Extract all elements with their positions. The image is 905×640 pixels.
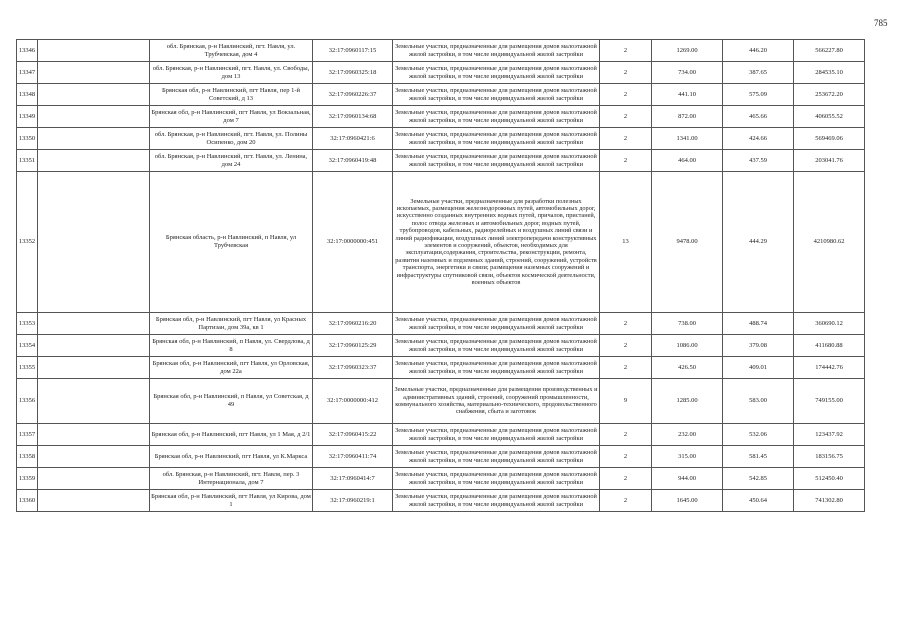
row-number: 13354 bbox=[17, 335, 38, 357]
empty-cell bbox=[38, 468, 150, 490]
table-row bbox=[17, 106, 865, 128]
row-number: 13347 bbox=[17, 62, 38, 84]
table-row bbox=[17, 379, 865, 424]
area-cell: 1269.00 bbox=[652, 40, 723, 62]
area-cell: 232.00 bbox=[652, 424, 723, 446]
row-number: 13349 bbox=[17, 106, 38, 128]
empty-cell bbox=[38, 446, 150, 468]
specific-value-cell: 444.29 bbox=[723, 172, 794, 313]
empty-cell bbox=[38, 335, 150, 357]
empty-cell bbox=[38, 84, 150, 106]
cadastral-number-cell: 32:17:0960134:68 bbox=[313, 106, 393, 128]
row-number: 13357 bbox=[17, 424, 38, 446]
row-number: 13359 bbox=[17, 468, 38, 490]
address-cell: Брянская обл, р-н Навлинский, пгт Навля, ул Красных Партизан, дом 39а, кв 1 bbox=[150, 313, 313, 335]
empty-cell bbox=[38, 40, 150, 62]
group-cell: 2 bbox=[600, 446, 652, 468]
area-cell: 464.00 bbox=[652, 150, 723, 172]
group-cell: 2 bbox=[600, 84, 652, 106]
group-cell: 2 bbox=[600, 490, 652, 512]
specific-value-cell: 542.85 bbox=[723, 468, 794, 490]
empty-cell bbox=[38, 172, 150, 313]
group-cell: 2 bbox=[600, 62, 652, 84]
address-cell: Брянская обл, р-н Навлинский, пгт Навля, пер 1-й Советский, д 13 bbox=[150, 84, 313, 106]
empty-cell bbox=[38, 128, 150, 150]
land-purpose-cell: Земельные участки, предназначенные для размещения домов малоэтажной жилой застройки, в том числе индивидуальной жилой застройки bbox=[393, 62, 600, 84]
address-cell: Брянская обл, р-н Навлинский, пгт Навля, ул Орловская, дом 22а bbox=[150, 357, 313, 379]
specific-value-cell: 409.01 bbox=[723, 357, 794, 379]
table-row bbox=[17, 357, 865, 379]
group-cell: 2 bbox=[600, 150, 652, 172]
specific-value-cell: 387.65 bbox=[723, 62, 794, 84]
cadastral-value-cell: 284535.10 bbox=[794, 62, 865, 84]
table-row bbox=[17, 424, 865, 446]
table-row bbox=[17, 128, 865, 150]
cadastral-number-cell: 32:17:0960226:37 bbox=[313, 84, 393, 106]
cadastral-number-cell: 32:17:0960216:20 bbox=[313, 313, 393, 335]
area-cell: 315.00 bbox=[652, 446, 723, 468]
cadastral-value-cell: 174442.76 bbox=[794, 357, 865, 379]
area-cell: 1086.00 bbox=[652, 335, 723, 357]
cadastral-value-cell: 123437.92 bbox=[794, 424, 865, 446]
land-purpose-cell: Земельные участки, предназначенные для размещения домов малоэтажной жилой застройки, в том числе индивидуальной жилой застройки bbox=[393, 150, 600, 172]
empty-cell bbox=[38, 490, 150, 512]
cadastral-number-cell: 32:17:0960414:7 bbox=[313, 468, 393, 490]
row-number: 13352 bbox=[17, 172, 38, 313]
cadastral-number-cell: 32:17:0960125:29 bbox=[313, 335, 393, 357]
area-cell: 441.10 bbox=[652, 84, 723, 106]
specific-value-cell: 532.06 bbox=[723, 424, 794, 446]
area-cell: 426.50 bbox=[652, 357, 723, 379]
cadastral-number-cell: 32:17:0960325:18 bbox=[313, 62, 393, 84]
cadastral-number-cell: 32:17:0960419:48 bbox=[313, 150, 393, 172]
cadastral-value-cell: 411680.88 bbox=[794, 335, 865, 357]
address-cell: Брянская обл, р-н Навлинский, пгт Навля, ул К.Маркса bbox=[150, 446, 313, 468]
specific-value-cell: 581.45 bbox=[723, 446, 794, 468]
row-number: 13350 bbox=[17, 128, 38, 150]
row-number: 13348 bbox=[17, 84, 38, 106]
area-cell: 734.00 bbox=[652, 62, 723, 84]
land-purpose-cell: Земельные участки, предназначенные для размещения домов малоэтажной жилой застройки, в том числе индивидуальной жилой застройки bbox=[393, 313, 600, 335]
specific-value-cell: 424.66 bbox=[723, 128, 794, 150]
cadastral-value-cell: 253672.20 bbox=[794, 84, 865, 106]
address-cell: Брянская обл, р-н Навлинский, п Навля, ул. Свердлова, д 8 bbox=[150, 335, 313, 357]
group-cell: 2 bbox=[600, 335, 652, 357]
cadastral-value-cell: 4210980.62 bbox=[794, 172, 865, 313]
land-purpose-cell: Земельные участки, предназначенные для размещения домов малоэтажной жилой застройки, в том числе индивидуальной жилой застройки bbox=[393, 490, 600, 512]
group-cell: 2 bbox=[600, 106, 652, 128]
group-cell: 2 bbox=[600, 128, 652, 150]
area-cell: 9478.00 bbox=[652, 172, 723, 313]
row-number: 13346 bbox=[17, 40, 38, 62]
address-cell: обл. Брянская, р-н Навлинский, пгт. Навля, пер. 3 Интернационала, дом 7 bbox=[150, 468, 313, 490]
empty-cell bbox=[38, 357, 150, 379]
land-purpose-cell: Земельные участки, предназначенные для размещения домов малоэтажной жилой застройки, в том числе индивидуальной жилой застройки bbox=[393, 40, 600, 62]
specific-value-cell: 465.66 bbox=[723, 106, 794, 128]
cadastral-value-cell: 203041.76 bbox=[794, 150, 865, 172]
group-cell: 2 bbox=[600, 313, 652, 335]
empty-cell bbox=[38, 150, 150, 172]
row-number: 13355 bbox=[17, 357, 38, 379]
group-cell: 2 bbox=[600, 40, 652, 62]
land-purpose-cell: Земельные участки, предназначенные для размещения домов малоэтажной жилой застройки, в том числе индивидуальной жилой застройки bbox=[393, 357, 600, 379]
land-purpose-cell: Земельные участки, предназначенные для размещения домов малоэтажной жилой застройки, в том числе индивидуальной жилой застройки bbox=[393, 84, 600, 106]
area-cell: 1645.00 bbox=[652, 490, 723, 512]
empty-cell bbox=[38, 424, 150, 446]
group-cell: 9 bbox=[600, 379, 652, 424]
cadastral-value-cell: 741302.80 bbox=[794, 490, 865, 512]
group-cell: 2 bbox=[600, 424, 652, 446]
empty-cell bbox=[38, 106, 150, 128]
page-number: 785 bbox=[874, 18, 888, 28]
table-row bbox=[17, 150, 865, 172]
group-cell: 2 bbox=[600, 468, 652, 490]
address-cell: Брянская область, р-н Навлинский, п Навля, ул Трубчевская bbox=[150, 172, 313, 313]
area-cell: 944.00 bbox=[652, 468, 723, 490]
land-purpose-cell: Земельные участки, предназначенные для размещения домов малоэтажной жилой застройки, в том числе индивидуальной жилой застройки bbox=[393, 446, 600, 468]
group-cell: 13 bbox=[600, 172, 652, 313]
row-number: 13351 bbox=[17, 150, 38, 172]
row-number: 13353 bbox=[17, 313, 38, 335]
cadastral-value-cell: 569469.06 bbox=[794, 128, 865, 150]
cadastral-number-cell: 32:17:0000000:412 bbox=[313, 379, 393, 424]
land-purpose-cell: Земельные участки, предназначенные для размещения домов малоэтажной жилой застройки, в том числе индивидуальной жилой застройки bbox=[393, 106, 600, 128]
cadastral-value-cell: 749155.00 bbox=[794, 379, 865, 424]
address-cell: Брянская обл, р-н Навлинский, п Навля, ул Советская, д 49 bbox=[150, 379, 313, 424]
cadastral-value-cell: 566227.80 bbox=[794, 40, 865, 62]
cadastral-number-cell: 32:17:0960117:15 bbox=[313, 40, 393, 62]
cadastral-value-cell: 406055.52 bbox=[794, 106, 865, 128]
land-purpose-cell: Земельные участки, предназначенные для размещения домов малоэтажной жилой застройки, в том числе индивидуальной жилой застройки bbox=[393, 335, 600, 357]
address-cell: Брянская обл, р-н Навлинский, пгт Навля, ул Кирова, дом 1 bbox=[150, 490, 313, 512]
address-cell: обл. Брянская, р-н Навлинский, пгт. Навля, ул. Полины Осипенко, дом 20 bbox=[150, 128, 313, 150]
table-row bbox=[17, 446, 865, 468]
specific-value-cell: 575.09 bbox=[723, 84, 794, 106]
row-number: 13356 bbox=[17, 379, 38, 424]
address-cell: обл. Брянская, р-н Навлинский, пгт. Навля, ул. Свободы, дом 13 bbox=[150, 62, 313, 84]
empty-cell bbox=[38, 379, 150, 424]
land-purpose-cell: Земельные участки, предназначенные для размещения домов малоэтажной жилой застройки, в том числе индивидуальной жилой застройки bbox=[393, 424, 600, 446]
specific-value-cell: 437.59 bbox=[723, 150, 794, 172]
address-cell: обл. Брянская, р-н Навлинский, пгт. Навля, ул. Трубчевская, дом 4 bbox=[150, 40, 313, 62]
table-row bbox=[17, 335, 865, 357]
area-cell: 1285.00 bbox=[652, 379, 723, 424]
cadastral-number-cell: 32:17:0960421:6 bbox=[313, 128, 393, 150]
empty-cell bbox=[38, 313, 150, 335]
area-cell: 872.00 bbox=[652, 106, 723, 128]
empty-cell bbox=[38, 62, 150, 84]
address-cell: Брянская обл, р-н Навлинский, пгт Навля, ул 1 Мая, д 2/1 bbox=[150, 424, 313, 446]
land-purpose-cell: Земельные участки, предназначенные для размещения домов малоэтажной жилой застройки, в том числе индивидуальной жилой застройки bbox=[393, 128, 600, 150]
cadastral-value-cell: 183156.75 bbox=[794, 446, 865, 468]
table-row bbox=[17, 40, 865, 62]
cadastral-number-cell: 32:17:0960219:1 bbox=[313, 490, 393, 512]
specific-value-cell: 583.00 bbox=[723, 379, 794, 424]
row-number: 13358 bbox=[17, 446, 38, 468]
table-row bbox=[17, 490, 865, 512]
cadastral-number-cell: 32:17:0960323:37 bbox=[313, 357, 393, 379]
area-cell: 1341.00 bbox=[652, 128, 723, 150]
cadastral-value-cell: 512450.40 bbox=[794, 468, 865, 490]
cadastral-number-cell: 32:17:0960415:22 bbox=[313, 424, 393, 446]
cadastral-number-cell: 32:17:0000000:451 bbox=[313, 172, 393, 313]
table-row bbox=[17, 84, 865, 106]
land-purpose-cell: Земельные участки, предназначенные для разработки полезных ископаемых, размещения железнодорожных путей, автомобильных дорог, искусственно созданных внутренних водных путей, причалов, пристаней, полос отвода железных и автомобильных дорог, водных путей, трубопроводов, кабельных, радиорелейных и воздушных линий связи и линий радиофикации, воздушных линий электропередачи конструктивных элементов и сооружений, объектов, необходимых для эксплуатации,содержания, строительства, реконструкции, ремонта, развития наземных и подземных зданий, строений, сооружений, устройств транспорта, энергетики и связи; размещения наземных сооружений и инфраструктуры спутниковой связи, объектов космической деятельности, военных объектов bbox=[393, 172, 600, 313]
group-cell: 2 bbox=[600, 357, 652, 379]
specific-value-cell: 488.74 bbox=[723, 313, 794, 335]
specific-value-cell: 450.64 bbox=[723, 490, 794, 512]
cadastral-value-cell: 360690.12 bbox=[794, 313, 865, 335]
row-number: 13360 bbox=[17, 490, 38, 512]
table-row bbox=[17, 468, 865, 490]
cadastral-value-table bbox=[16, 39, 865, 512]
area-cell: 738.00 bbox=[652, 313, 723, 335]
address-cell: обл. Брянская, р-н Навлинский, пгт. Навля, ул. Ленина, дом 24 bbox=[150, 150, 313, 172]
table-row bbox=[17, 62, 865, 84]
land-purpose-cell: Земельные участки, предназначенные для размещения производственных и административных зданий, строений, сооружений промышленности, коммунального хозяйства, материально-технического, продовольственного снабжения, сбыта и заготовок bbox=[393, 379, 600, 424]
land-purpose-cell: Земельные участки, предназначенные для размещения домов малоэтажной жилой застройки, в том числе индивидуальной жилой застройки bbox=[393, 468, 600, 490]
specific-value-cell: 379.08 bbox=[723, 335, 794, 357]
table-row bbox=[17, 313, 865, 335]
address-cell: Брянская обл, р-н Навлинский, пгт Навля, ул Вокзальная, дом 7 bbox=[150, 106, 313, 128]
cadastral-number-cell: 32:17:0960411:74 bbox=[313, 446, 393, 468]
specific-value-cell: 446.20 bbox=[723, 40, 794, 62]
table-row bbox=[17, 172, 865, 313]
